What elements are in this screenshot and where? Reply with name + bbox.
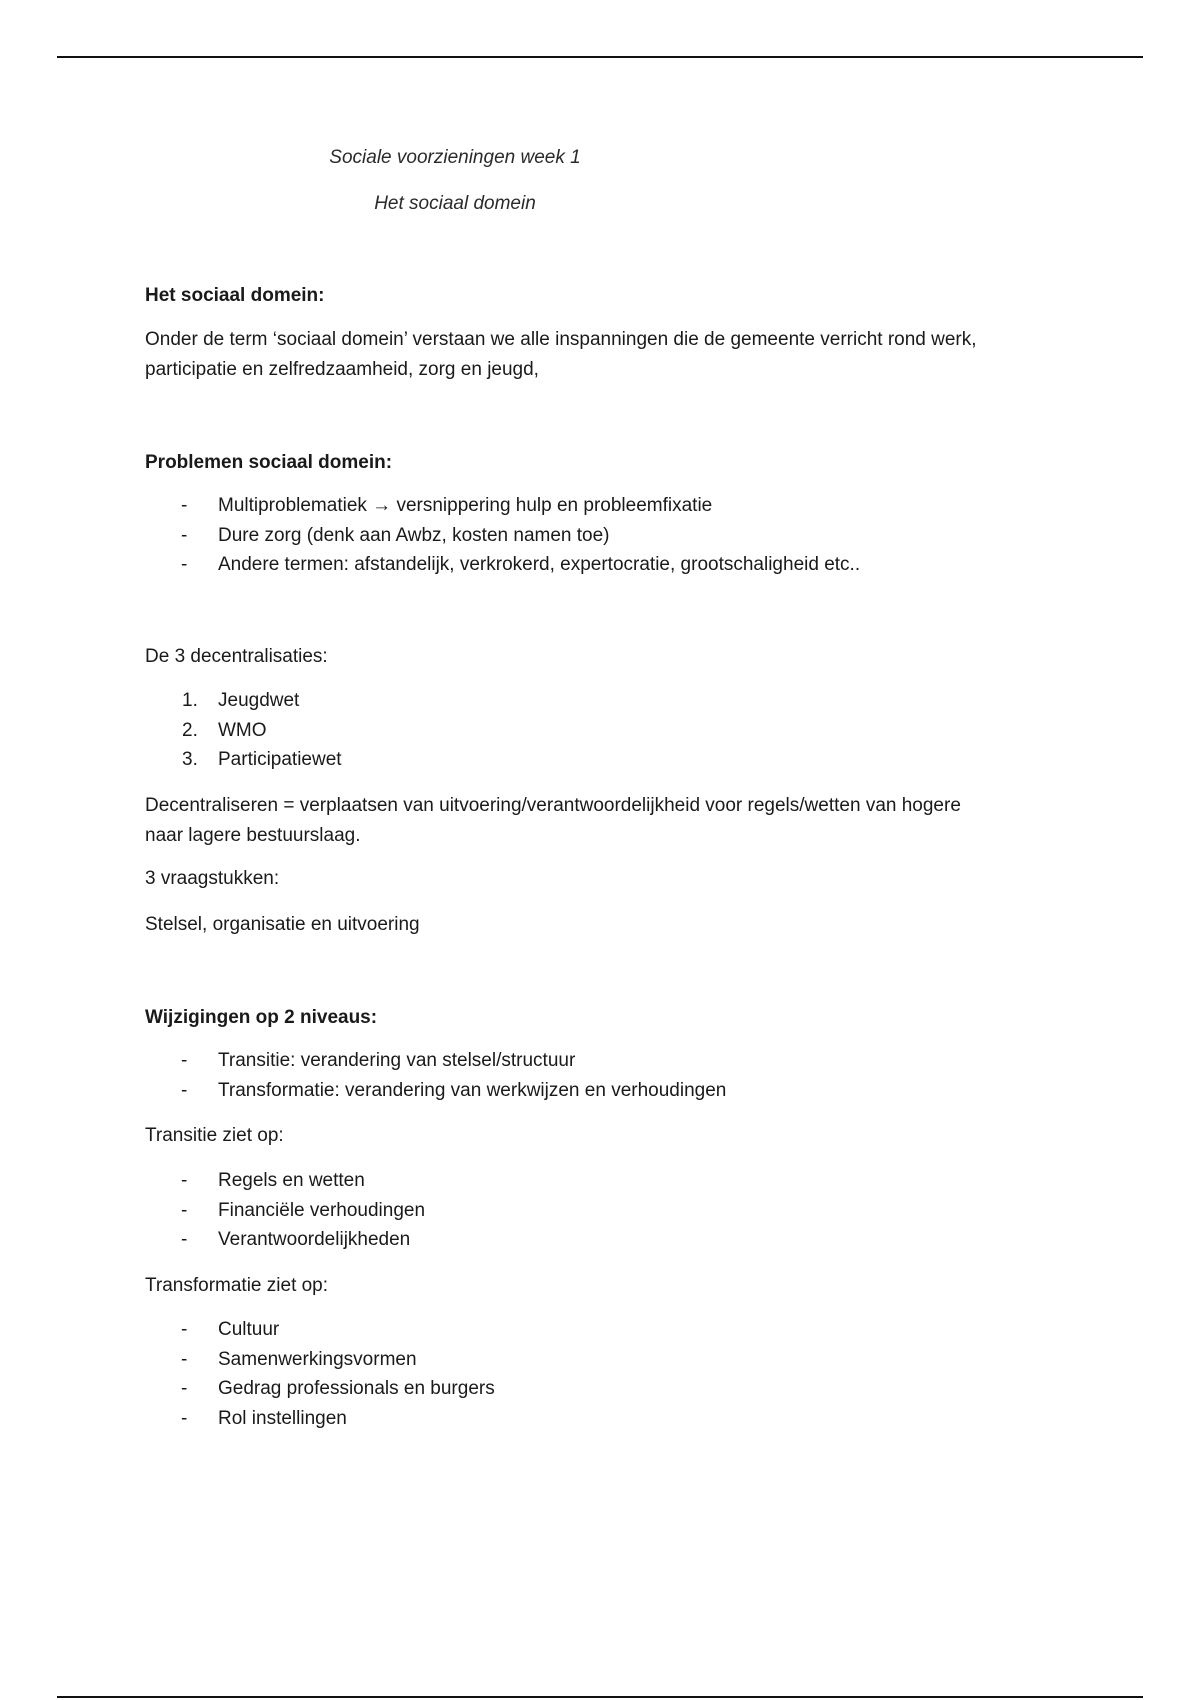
list-item: - Andere termen: afstandelijk, verkrokerd, expertocratie, grootschaligheid etc..	[145, 550, 1075, 580]
list-item: - Transformatie: verandering van werkwijzen en verhoudingen	[145, 1076, 1075, 1106]
section-heading-decentralisaties: De 3 decentralisaties:	[145, 646, 328, 667]
document-title: Sociale voorzieningen week 1	[329, 147, 581, 168]
section-heading-problemen: Problemen sociaal domein:	[145, 452, 393, 473]
transformatie-list	[145, 1315, 1075, 1433]
transformatie-list-wrapper	[145, 1315, 1075, 1433]
dash-marker: -	[181, 1319, 188, 1340]
footer-rule	[57, 1696, 1143, 1698]
niveaus-list	[145, 1046, 1075, 1105]
problemen-list-wrapper	[145, 491, 1075, 580]
transitie-list	[145, 1166, 1075, 1255]
transformatie-label: Transformatie ziet op:	[145, 1275, 329, 1296]
dash-marker: -	[181, 1170, 188, 1191]
transitie-list-wrapper	[145, 1166, 1075, 1255]
vraagstukken-value: Stelsel, organisatie en uitvoering	[145, 914, 420, 935]
dash-marker: -	[181, 1348, 188, 1370]
dash-marker: -	[181, 1407, 188, 1429]
paragraph-sociaal-domein-line-1: Onder de term ‘sociaal domein’ verstaan we alle inspanningen die de gemeente verricht rond werk,	[145, 329, 977, 350]
dash-marker: -	[181, 524, 188, 546]
header-rule	[57, 56, 1143, 58]
list-item: - Samenwerkingsvormen	[145, 1345, 1075, 1375]
list-item: - Regels en wetten	[145, 1166, 1075, 1196]
list-item: 1. Jeugdwet	[182, 690, 300, 711]
list-item: - Verantwoordelijkheden	[145, 1225, 1075, 1255]
list-item: - Multiproblematiek → versnippering hulp en probleemfixatie	[145, 491, 1075, 521]
niveaus-list-wrapper	[145, 1046, 1075, 1105]
list-item: - Rol instellingen	[145, 1404, 1075, 1434]
decentraliseren-definition-line-1: Decentraliseren = verplaatsen van uitvoering/verantwoordelijkheid voor regels/wetten van hogere	[145, 795, 961, 816]
decentralisaties-list-wrapper	[145, 686, 1075, 775]
dash-marker: -	[181, 1378, 188, 1399]
list-item: 3. Participatiewet	[182, 749, 342, 770]
vraagstukken-label: 3 vraagstukken:	[145, 868, 280, 889]
document-subtitle: Het sociaal domein	[374, 193, 536, 214]
decentralisaties-list	[145, 686, 1075, 775]
dash-marker: -	[181, 1229, 188, 1250]
list-item: - Gedrag professionals en burgers	[145, 1374, 1075, 1404]
dash-marker: -	[181, 1199, 188, 1221]
decentraliseren-definition-line-2: naar lagere bestuurslaag.	[145, 825, 361, 846]
list-item: - Financiële verhoudingen	[145, 1196, 1075, 1226]
dash-marker: -	[181, 1079, 188, 1101]
list-item: 2. WMO	[182, 719, 267, 741]
dash-marker: -	[181, 495, 188, 516]
list-item: - Dure zorg (denk aan Awbz, kosten namen toe)	[145, 521, 1075, 551]
problemen-list	[145, 491, 1075, 580]
dash-marker: -	[181, 554, 188, 575]
paragraph-sociaal-domein-line-2: participatie en zelfredzaamheid, zorg en jeugd,	[145, 359, 539, 380]
section-heading-sociaal-domein: Het sociaal domein:	[145, 285, 325, 306]
section-heading-wijzigingen: Wijzigingen op 2 niveaus:	[145, 1007, 378, 1028]
transitie-label: Transitie ziet op:	[145, 1125, 284, 1146]
list-item: - Transitie: verandering van stelsel/structuur	[145, 1046, 1075, 1076]
dash-marker: -	[181, 1050, 188, 1071]
list-item: - Cultuur	[145, 1315, 1075, 1345]
